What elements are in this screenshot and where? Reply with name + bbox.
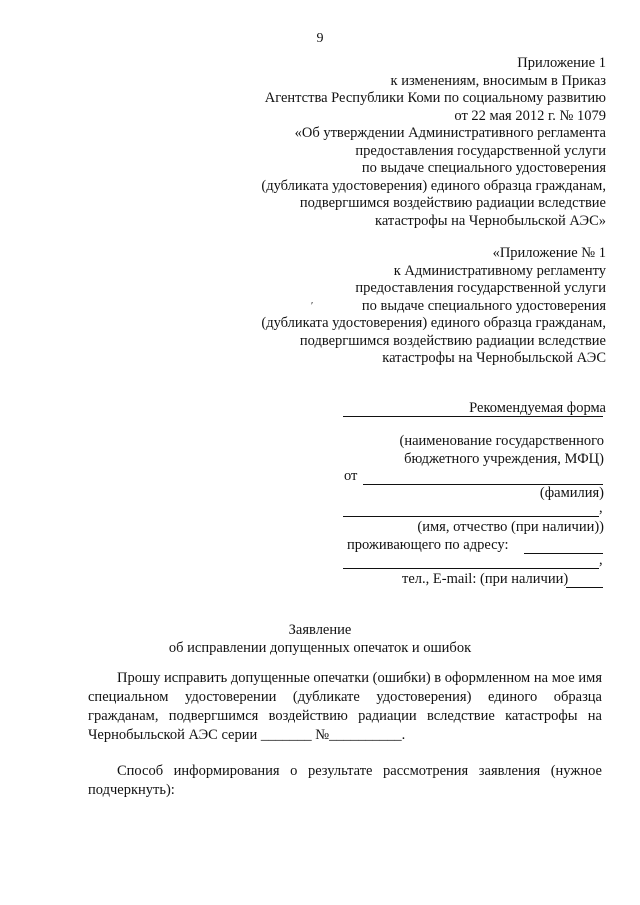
scan-mark: ʹ bbox=[311, 301, 314, 312]
regulation-annex-line: «Приложение № 1 bbox=[492, 245, 606, 261]
statement-paragraph-1 bbox=[88, 669, 602, 745]
phone-email-label: тел., E-mail: (при наличии) bbox=[402, 571, 569, 587]
recommended-form-label: Рекомендуемая форма bbox=[469, 400, 606, 416]
name-line[interactable] bbox=[343, 500, 599, 517]
annex-1-line: катастрофы на Чернобыльской АЭС» bbox=[375, 212, 606, 229]
address-line-2[interactable] bbox=[343, 552, 599, 569]
surname-line[interactable] bbox=[363, 468, 603, 485]
annex-1-line: от 22 мая 2012 г. № 1079 bbox=[454, 107, 606, 124]
annex-1-line: подвергшимся воздействию радиации вследствие bbox=[299, 195, 606, 211]
statement-paragraph-2 bbox=[88, 762, 602, 800]
organization-caption-1: (наименование государственного bbox=[399, 433, 604, 449]
from-label: от bbox=[344, 468, 358, 484]
surname-caption: (фамилия) bbox=[539, 485, 604, 501]
phone-email-line[interactable] bbox=[566, 571, 603, 588]
organization-name-line[interactable] bbox=[343, 416, 603, 417]
statement-subtitle: об исправлении допущенных опечаток и ошибок bbox=[168, 640, 472, 656]
address-label: проживающего по адресу: bbox=[347, 537, 509, 553]
name-caption: (имя, отчество (при наличии)) bbox=[417, 519, 604, 535]
annex-1-line: предоставления государственной услуги bbox=[355, 142, 606, 159]
annex-1-header bbox=[261, 55, 606, 230]
regulation-annex-line: по выдаче специального удостоверения bbox=[361, 297, 606, 314]
annex-1-line: (дубликата удостоверения) единого образца гражданам, bbox=[261, 177, 606, 194]
statement-title: Заявление bbox=[288, 622, 352, 638]
annex-1-line: «Об утверждении Административного регламента bbox=[294, 125, 606, 141]
address-line-comma: , bbox=[599, 552, 603, 568]
annex-1-line: Приложение 1 bbox=[517, 55, 606, 71]
statement-paragraph-2-text: Способ информирования о результате рассмотрения заявления (нужное подчеркнуть): bbox=[88, 763, 602, 798]
organization-caption-2: бюджетного учреждения, МФЦ) bbox=[404, 451, 604, 467]
annex-1-line: к изменениям, вносимым в Приказ bbox=[390, 72, 606, 89]
regulation-annex-line: (дубликата удостоверения) единого образца гражданам, bbox=[261, 315, 606, 331]
regulation-annex-line: предоставления государственной услуги bbox=[355, 280, 606, 296]
statement-paragraph-1-text: Прошу исправить допущенные опечатки (ошибки) в оформленном на мое имя специальном удостоверении (дубликате удостоверения) единого образца гражданам, подвергшимся воздействию радиации вследствие катастрофы на Чернобыльской АЭС серии _______ №__________. bbox=[88, 670, 602, 743]
page-number: 9 bbox=[316, 31, 324, 46]
name-line-comma: , bbox=[599, 500, 603, 516]
regulation-annex-line: к Административному регламенту bbox=[393, 262, 606, 279]
regulation-annex-line: подвергшимся воздействию радиации вследствие bbox=[299, 332, 606, 349]
annex-1-line: по выдаче специального удостоверения bbox=[361, 160, 606, 176]
annex-1-line: Агентства Республики Коми по социальному развитию bbox=[264, 90, 606, 106]
regulation-annex-line: катастрофы на Чернобыльской АЭС bbox=[382, 350, 606, 366]
